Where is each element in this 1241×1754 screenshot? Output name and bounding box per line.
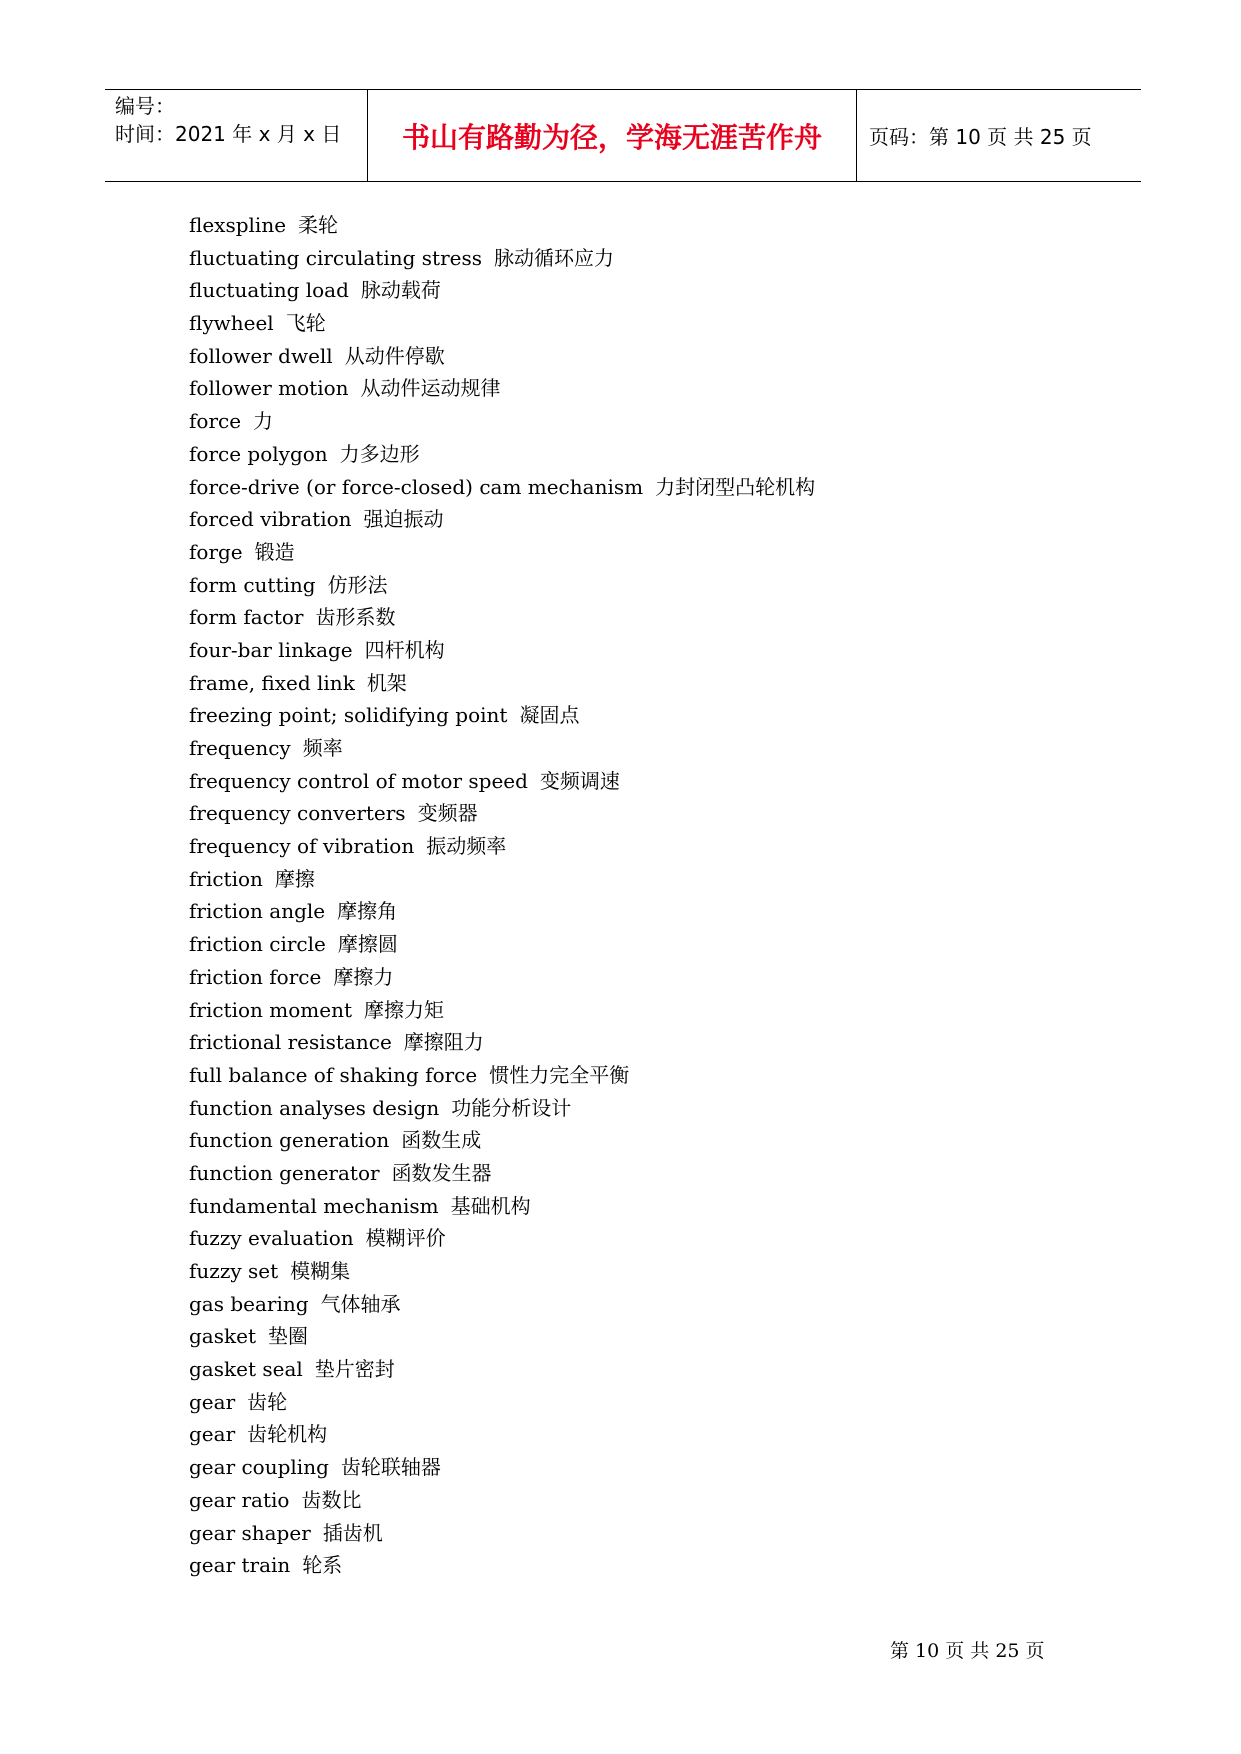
entry-english-term: force-drive (or force-closed) cam mechanism [189,474,644,499]
entry-english-term: fluctuating load [189,278,349,303]
entry-chinese-term: 频率 [302,736,343,760]
glossary-entry [189,1059,815,1092]
entry-english-term: flexspline [189,213,287,237]
entry-english-term: friction moment [189,997,352,1022]
entry-chinese-term: 功能分析设计 [451,1095,572,1120]
entry-chinese-term: 变频器 [417,801,478,826]
glossary-entry [189,372,815,405]
glossary-entry [189,601,815,634]
entry-english-term: form factor [189,605,304,630]
entry-english-term: follower dwell [189,343,333,368]
entry-chinese-term: 从动件运动规律 [360,376,501,401]
entry-chinese-term: 振动频率 [426,834,507,859]
entry-chinese-term: 力多边形 [339,441,420,466]
entry-english-term: friction circle [189,932,326,957]
entry-chinese-term: 齿形系数 [315,605,396,630]
document-number-label: 编号： [115,94,175,118]
glossary-list [189,209,815,1582]
glossary-entry [189,1451,815,1484]
entry-chinese-term: 垫圈 [267,1324,308,1349]
header-info-cell [105,90,368,181]
entry-english-term: flywheel [189,311,274,336]
entry-chinese-term: 力 [253,409,274,434]
glossary-entry [189,503,815,536]
entry-chinese-term: 轮系 [302,1553,343,1578]
entry-chinese-term: 摩擦角 [337,899,398,924]
page-header [105,89,1141,182]
entry-chinese-term: 齿轮 [247,1389,288,1414]
entry-chinese-term: 摩擦圆 [337,932,398,957]
entry-english-term: fundamental mechanism [189,1193,439,1218]
header-page-info: 页码：第 10 页 共 25 页 [869,125,1092,149]
glossary-entry [189,1484,815,1517]
glossary-entry [189,928,815,961]
header-motto: 书山有路勤为径，学海无涯苦作舟 [368,90,857,181]
entry-english-term: gasket seal [189,1357,303,1382]
entry-chinese-term: 气体轴承 [320,1291,401,1316]
glossary-entry [189,438,815,471]
entry-english-term: fluctuating circulating stress [189,245,482,270]
glossary-entry [189,667,815,700]
glossary-entry [189,765,815,798]
entry-chinese-term: 飞轮 [285,311,326,336]
entry-chinese-term: 齿轮联轴器 [340,1455,441,1480]
entry-chinese-term: 摩擦 [274,866,315,891]
entry-chinese-term: 摩擦阻力 [403,1030,484,1055]
glossary-entry [189,1386,815,1419]
glossary-entry [189,1255,815,1288]
entry-chinese-term: 齿轮机构 [247,1422,328,1447]
glossary-entry [189,797,815,830]
entry-english-term: function generator [189,1160,380,1185]
glossary-entry [189,634,815,667]
glossary-entry [189,1026,815,1059]
entry-english-term: function generation [189,1128,390,1153]
entry-english-term: follower motion [189,376,349,401]
glossary-entry [189,830,815,863]
entry-english-term: function analyses design [189,1095,440,1120]
entry-english-term: freezing point; solidifying point [189,703,508,728]
entry-english-term: fuzzy set [189,1259,279,1283]
glossary-entry [189,1190,815,1223]
entry-english-term: force [189,409,242,434]
entry-english-term: gear shaper [189,1520,311,1545]
entry-chinese-term: 垫片密封 [314,1357,395,1382]
entry-chinese-term: 函数发生器 [391,1160,492,1185]
entry-english-term: four-bar linkage [189,637,353,662]
entry-chinese-term: 脉动循环应力 [494,245,614,270]
entry-english-term: gear ratio [189,1487,290,1512]
glossary-entry [189,307,815,340]
glossary-entry [189,732,815,765]
entry-english-term: frequency converters [189,801,406,826]
document-time-label: 时间：2021 年 x 月 x 日 [115,122,342,146]
entry-english-term: friction force [189,964,322,989]
entry-chinese-term: 从动件停歇 [344,343,445,368]
entry-chinese-term: 强迫振动 [363,507,444,532]
glossary-entry [189,895,815,928]
entry-chinese-term: 基础机构 [450,1193,531,1218]
entry-chinese-term: 惯性力完全平衡 [489,1062,630,1087]
glossary-entry [189,1549,815,1582]
entry-chinese-term: 仿形法 [327,572,388,597]
glossary-entry [189,1288,815,1321]
glossary-entry [189,405,815,438]
glossary-entry [189,209,815,242]
entry-english-term: form cutting [189,572,316,597]
glossary-entry [189,1092,815,1125]
entry-chinese-term: 机架 [366,670,407,695]
glossary-entry [189,1418,815,1451]
glossary-entry [189,536,815,569]
glossary-entry [189,242,815,275]
entry-chinese-term: 摩擦力 [333,964,394,989]
entry-chinese-term: 柔轮 [298,213,339,237]
entry-english-term: gasket [189,1324,256,1349]
glossary-entry [189,961,815,994]
glossary-entry [189,340,815,373]
entry-english-term: forge [189,539,243,564]
entry-english-term: frictional resistance [189,1030,392,1055]
page-footer: 第 10 页 共 25 页 [890,1640,1045,1662]
glossary-entry [189,274,815,307]
entry-english-term: force polygon [189,441,328,466]
glossary-entry [189,1517,815,1550]
glossary-entry [189,1157,815,1190]
entry-chinese-term: 变频调速 [539,768,620,793]
entry-english-term: gear coupling [189,1455,329,1480]
glossary-entry [189,1222,815,1255]
glossary-entry [189,1320,815,1353]
entry-chinese-term: 四杆机构 [364,637,445,662]
entry-chinese-term: 函数生成 [401,1128,482,1153]
entry-chinese-term: 插齿机 [322,1520,383,1545]
glossary-entry [189,569,815,602]
glossary-entry [189,1124,815,1157]
entry-english-term: gas bearing [189,1291,309,1316]
entry-english-term: forced vibration [189,507,352,532]
entry-chinese-term: 模糊集 [290,1259,351,1283]
entry-english-term: friction angle [189,899,326,924]
entry-english-term: frequency control of motor speed [189,768,528,793]
entry-english-term: friction [189,866,263,891]
glossary-entry [189,699,815,732]
entry-chinese-term: 齿数比 [301,1487,362,1512]
entry-english-term: frame, fixed link [189,670,355,695]
entry-chinese-term: 凝固点 [519,703,580,728]
entry-chinese-term: 锻造 [254,539,295,564]
entry-english-term: frequency of vibration [189,834,415,859]
glossary-entry [189,994,815,1027]
entry-english-term: full balance of shaking force [189,1062,478,1087]
entry-chinese-term: 模糊评价 [365,1226,446,1251]
glossary-entry [189,863,815,896]
entry-english-term: gear [189,1422,236,1447]
entry-english-term: gear [189,1389,236,1414]
entry-english-term: fuzzy evaluation [189,1226,354,1251]
entry-english-term: frequency [189,736,291,760]
entry-chinese-term: 摩擦力矩 [364,997,444,1022]
entry-chinese-term: 力封闭型凸轮机构 [655,474,816,499]
entry-english-term: gear train [189,1553,291,1578]
glossary-entry [189,1353,815,1386]
glossary-entry [189,471,815,504]
entry-chinese-term: 脉动载荷 [360,278,441,303]
